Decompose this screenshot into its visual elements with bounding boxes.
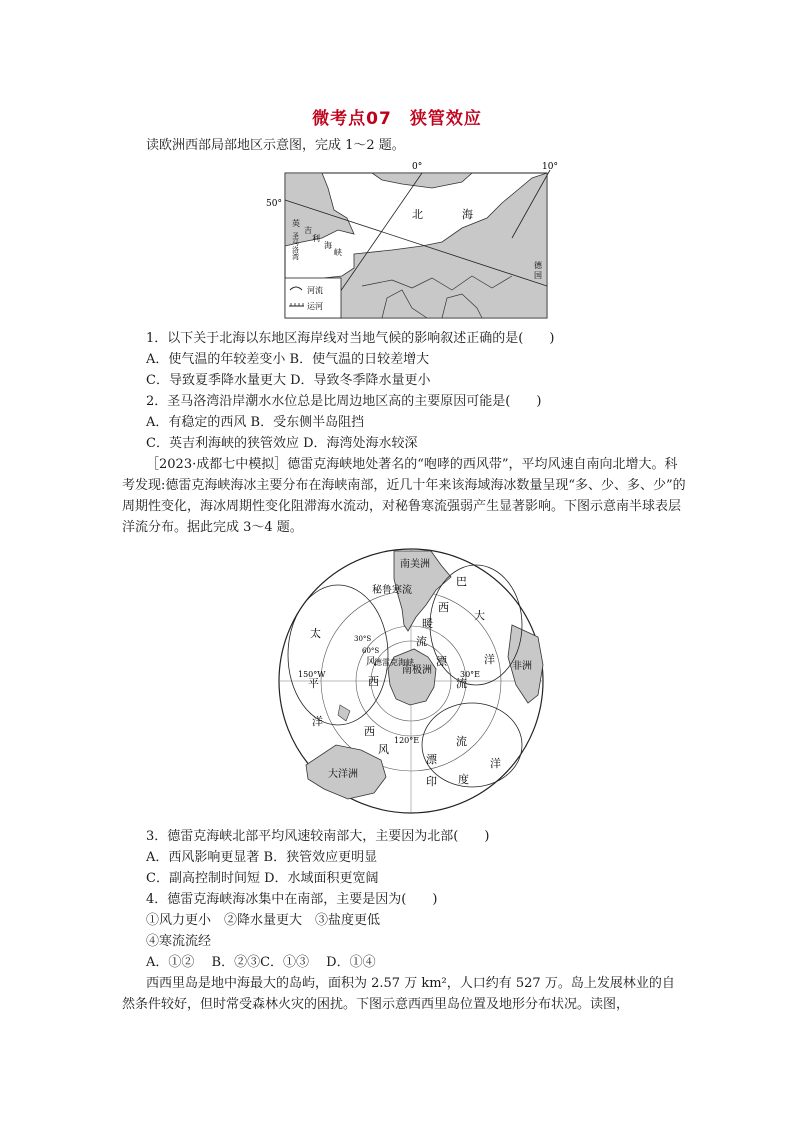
lon-10-label: 10°: [542, 162, 558, 172]
feng-label-2: 风: [378, 743, 389, 756]
question-3-options-cd: C．副高控制时间短 D．水域面积更宽阔: [146, 871, 379, 886]
piao-label-2: 漂: [426, 753, 437, 766]
page-title: 微考点07 狭管效应: [312, 109, 482, 129]
li-label: 利: [312, 234, 320, 243]
legend-river-label: 河流: [307, 286, 323, 295]
feng-label: 风: [366, 657, 376, 668]
ji-label: 吉: [304, 226, 312, 235]
sea-hai-label: 海: [462, 208, 473, 221]
ping-label: 平: [308, 677, 319, 690]
sea-bei-label: 北: [412, 208, 423, 221]
nuan-label: 暖: [422, 617, 433, 630]
lon-120e-label: 120°E: [394, 736, 420, 745]
europe-map-figure: [262, 158, 562, 320]
tai-label: 太: [310, 627, 321, 640]
de-label: 德: [534, 261, 542, 270]
question-2: 2．圣马洛湾沿岸潮水水位总是比周边地区高的主要原因可能是( ): [146, 394, 542, 409]
wan-label: 湾: [292, 253, 299, 261]
lat-60s-label: 60°S: [362, 647, 380, 655]
question-3-options-ab: A．西风影响更显著 B．狭管效应更明显: [146, 850, 378, 865]
question-4: 4．德雷克海峡海冰集中在南部，主要是因为( ): [146, 892, 438, 907]
lat-50-label: 50°: [266, 199, 282, 209]
xia-label: 峡: [334, 248, 342, 257]
yang-label-3: 洋: [490, 757, 501, 770]
nanjizhou-label: 南极洲: [402, 665, 432, 676]
intro-text-1: 读欧洲西部局部地区示意图，完成 1～2 题。: [146, 138, 405, 153]
ma-label: 马: [292, 239, 299, 247]
lat-30s-label: 30°S: [354, 635, 372, 643]
drake-label: 德雷克海峡: [374, 658, 414, 667]
intro-text-2: ［2023·成都七中模拟］德雷克海峡地处著名的“咆哮的西风带”，平均风速自南向北增大。科考发现:德雷克海峡海冰主要分布在海峡南部，近几十年来该海域海冰数量呈现“多、少、多、少”的周期性变化，海冰周期性变化阻滞海水流动，对秘鲁寒流强弱产生显著影响。下图示意南半球表层洋流分布。据此完成 3～4 题。: [122, 457, 686, 535]
ba-label: 巴: [456, 575, 467, 588]
liu-label-2: 流: [456, 677, 467, 690]
guo-label: 国: [534, 271, 542, 280]
yang-label-1: 洋: [484, 653, 495, 666]
question-1-options-cd: C．导致夏季降水量更大 D．导致冬季降水量更小: [146, 373, 431, 388]
ying-label: 英: [292, 219, 300, 228]
xi-label-1: 西: [438, 601, 449, 614]
bilu-label: 秘鲁寒流: [372, 585, 412, 596]
dayangzhou-label: 大洋洲: [328, 769, 358, 780]
hai-label: 海: [324, 241, 332, 250]
intro-text-3: 西西里岛是地中海最大的岛屿，面积为 2.57 万 km²，人口约有 527 万。岛上发展林业的自然条件较好，但时常受森林火灾的困扰。下图示意西西里岛位置及地形分布状况。读图，: [122, 976, 675, 1012]
question-1-options-ab: A．使气温的年较差变小 B．使气温的日较差增大: [146, 352, 430, 367]
feizhou-label: 非洲: [512, 661, 532, 672]
yin-label: 印: [426, 775, 437, 788]
question-4-answers: A．①② B．②③C．①③ D．①④: [146, 955, 376, 970]
question-4-options-2: ④寒流流经: [146, 934, 212, 949]
xi-label-3: 西: [364, 725, 375, 738]
question-1: 1．以下关于北海以东地区海岸线对当地气候的影响叙述正确的是( ): [146, 331, 555, 346]
lon-150w-label: 150°W: [298, 670, 326, 679]
question-2-options-ab: A．有稳定的西风 B．受东侧半岛阻挡: [146, 415, 365, 430]
du-label: 度: [458, 773, 469, 786]
question-3: 3．德雷克海峡北部平均风速较南部大，主要因为北部( ): [146, 829, 490, 844]
southern-hemisphere-map-figure: [276, 545, 546, 817]
piao-label: 漂: [436, 655, 447, 668]
sheng-label: 圣: [292, 232, 299, 240]
da-label: 大: [474, 609, 485, 622]
question-2-options-cd: C．英吉利海峡的狭管效应 D．海湾处海水较深: [146, 436, 418, 451]
luo-label: 洛: [292, 246, 299, 254]
liu-label-3: 流: [456, 735, 467, 748]
question-4-options-1: ①风力更小 ②降水量更大 ③盐度更低: [146, 913, 381, 928]
xi-label-2: 西: [368, 675, 379, 688]
lon-0-label: 0°: [412, 162, 423, 172]
yang-label-2: 洋: [312, 715, 323, 728]
liu-label-1: 流: [416, 635, 427, 648]
legend-canal-label: 运河: [307, 302, 323, 311]
nanmeizhou-label: 南美洲: [400, 559, 430, 570]
lon-30e-label: 30°E: [460, 670, 481, 679]
